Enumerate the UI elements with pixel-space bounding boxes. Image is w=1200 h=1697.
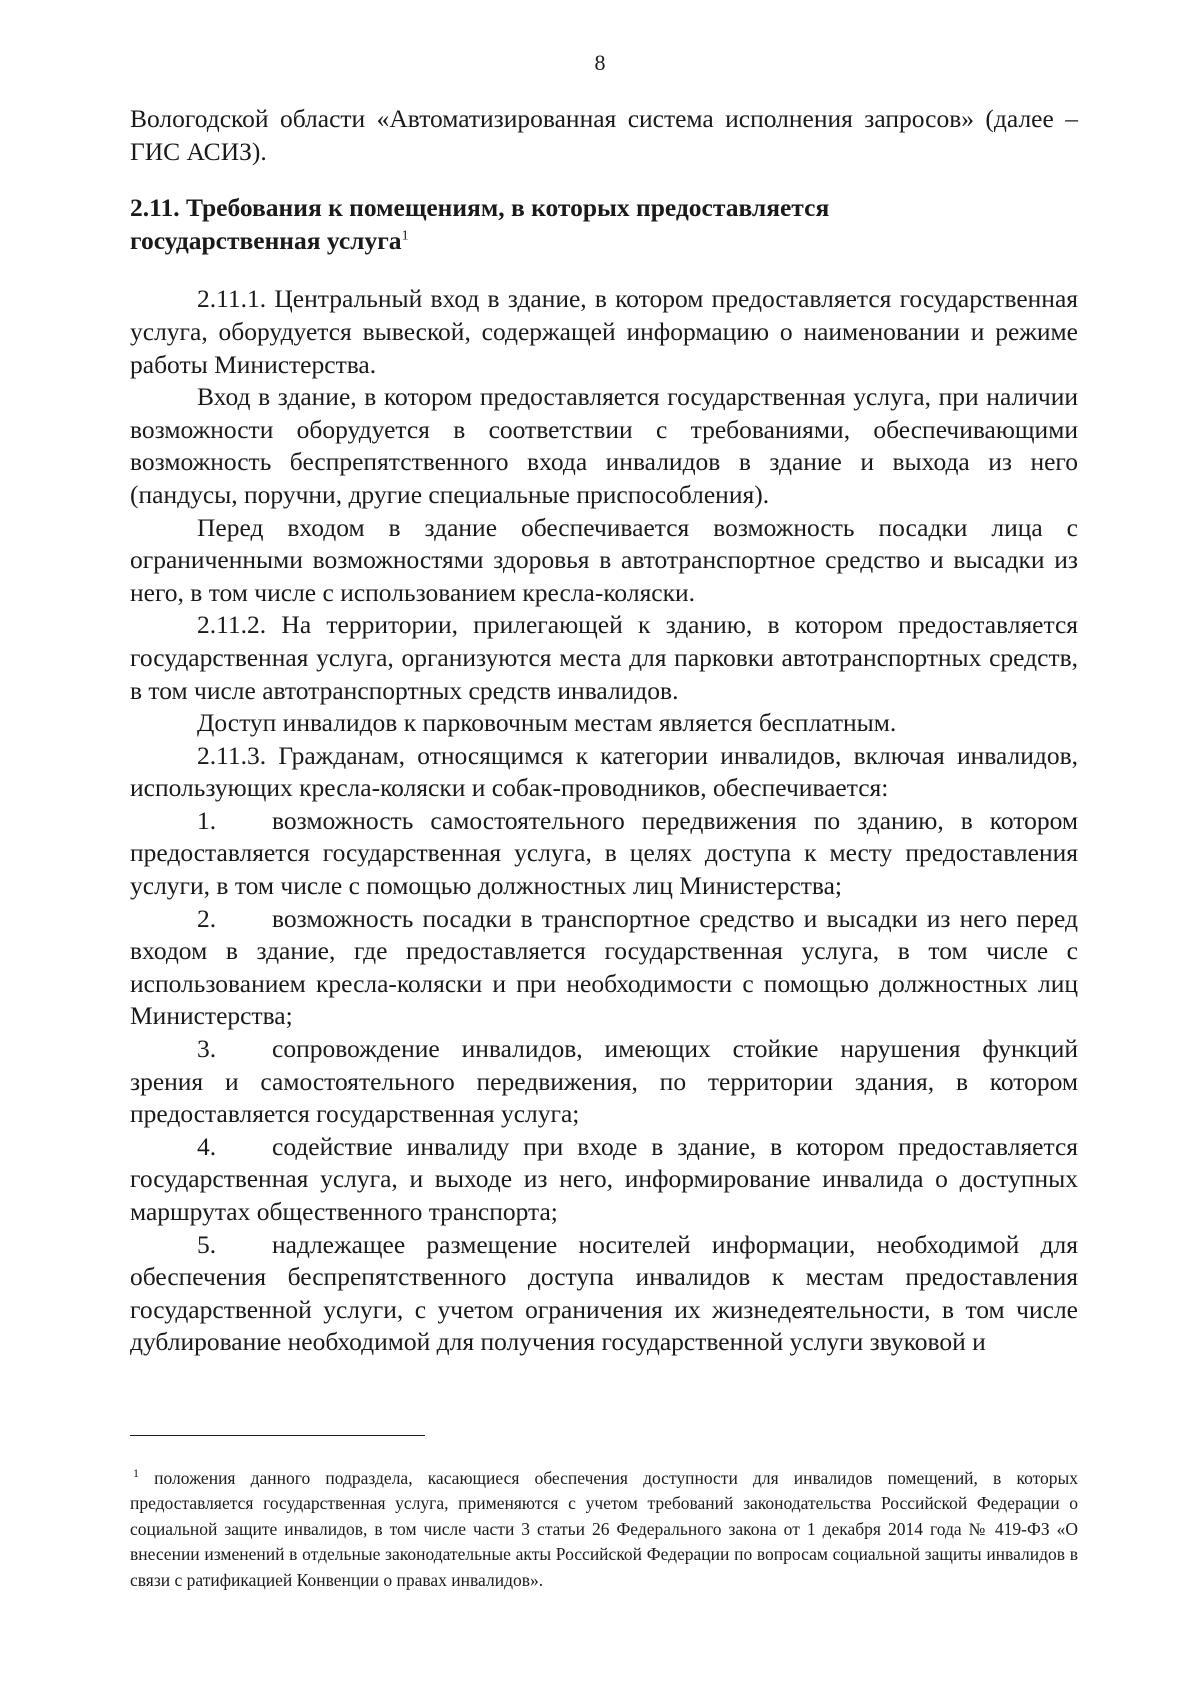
list-item [130,1229,1078,1359]
list-item [130,903,1078,1033]
list-item-number: 3. [197,1034,217,1064]
paragraph-2-11-1: 2.11.1. Центральный вход в здание, в котором предоставляется государственная услуга, оборудуется вывеской, содержащей информацию о наименовании и режиме работы Министерства. [130,284,1078,379]
paragraph-boarding: Перед входом в здание обеспечивается возможность посадки лица с ограниченными возможностями здоровья в автотранспортное средство и высадки из него, в том числе с использованием кресла-коляски. [130,512,1078,607]
paragraph-entrance: Вход в здание, в котором предоставляется государственная услуга, при наличии возможности оборудуется в соответствии с требованиями, обеспечивающими возможность беспрепятственного входа инвалидов в здание и выхода из него (пандусы, поручни, другие специальные приспособления). [130,382,1078,509]
paragraph-2-11-2: 2.11.2. На территории, прилегающей к зданию, в котором предоставляется государственная услуга, организуются места для парковки автотранспортных средств, в том числе автотранспортных средств инвалидов. [130,610,1078,705]
section-heading-line2: государственная услуга [130,225,402,255]
list-item [130,805,1078,903]
footnote-separator [130,1435,425,1436]
list-item-number: 4. [197,1131,217,1161]
footnote-reference: 1 [401,228,409,244]
list-item [130,1131,1078,1229]
section-heading [130,192,1078,257]
page-number: 8 [594,50,606,75]
list-item-number: 5. [197,1229,217,1259]
footnote-text: положения данного подраздела, касающиеся обеспечения доступности для инвалидов помещений, в которых предоставляется государственная услуга, применяются с учетом требований законодательства Российской Федерации о социальной защите инвалидов, в том числе части 3 статьи 26 Федерального закона от 1 декабря 2014 года № 419-ФЗ «О внесении изменений в отдельные законодательные акты Российской Федерации по вопросам социальной защиты инвалидов в связи с ратификацией Конвенции о правах инвалидов». [130,1467,1079,1590]
continuation-paragraph: Вологодской области «Автоматизированная система исполнения запросов» (далее – ГИС АСИЗ). [130,104,1078,166]
section-heading-line1: 2.11. Требования к помещениям, в которых предоставляется [130,193,830,223]
footnote-mark: 1 [133,1465,139,1480]
footnote [130,1466,1078,1594]
list-item-number: 2. [197,903,217,933]
list-item-text: возможность посадки в транспортное средство и высадки из него перед входом в здание, где предоставляется государственная услуга, в том числе с использованием кресла-коляски и при необходимости с помощью должностных лиц Министерства; [130,903,1078,1031]
list-item [130,1033,1078,1131]
list-item-number: 1. [197,805,217,835]
document-body [130,103,1078,1359]
list-item-text: сопровождение инвалидов, имеющих стойкие нарушения функций зрения и самостоятельного передвижения, по территории здания, в котором предоставляется государственная услуга; [130,1034,1078,1129]
paragraph-parking-free: Доступ инвалидов к парковочным местам является бесплатным. [197,708,897,738]
list-item-text: возможность самостоятельного передвижения по зданию, в котором предоставляется государственная услуга, в целях доступа к месту предоставления услуги, в том числе с помощью должностных лиц Министерства; [130,805,1078,901]
list-item-text: содействие инвалиду при входе в здание, в котором предоставляется государственная услуга, и выходе из него, информирование инвалида о доступных маршрутах общественного транспорта; [130,1131,1078,1226]
list-item-text: надлежащее размещение носителей информации, необходимой для обеспечения беспрепятственного доступа инвалидов к местам предоставления государственной услуги, с учетом ограничения их жизнедеятельности, в том числе дублирование необходимой для получения государственной услуги звуковой и [130,1229,1078,1357]
paragraph-2-11-3: 2.11.3. Гражданам, относящимся к категории инвалидов, включая инвалидов, использующих кресла-коляски и собак-проводников, обеспечивается: [130,740,1078,803]
